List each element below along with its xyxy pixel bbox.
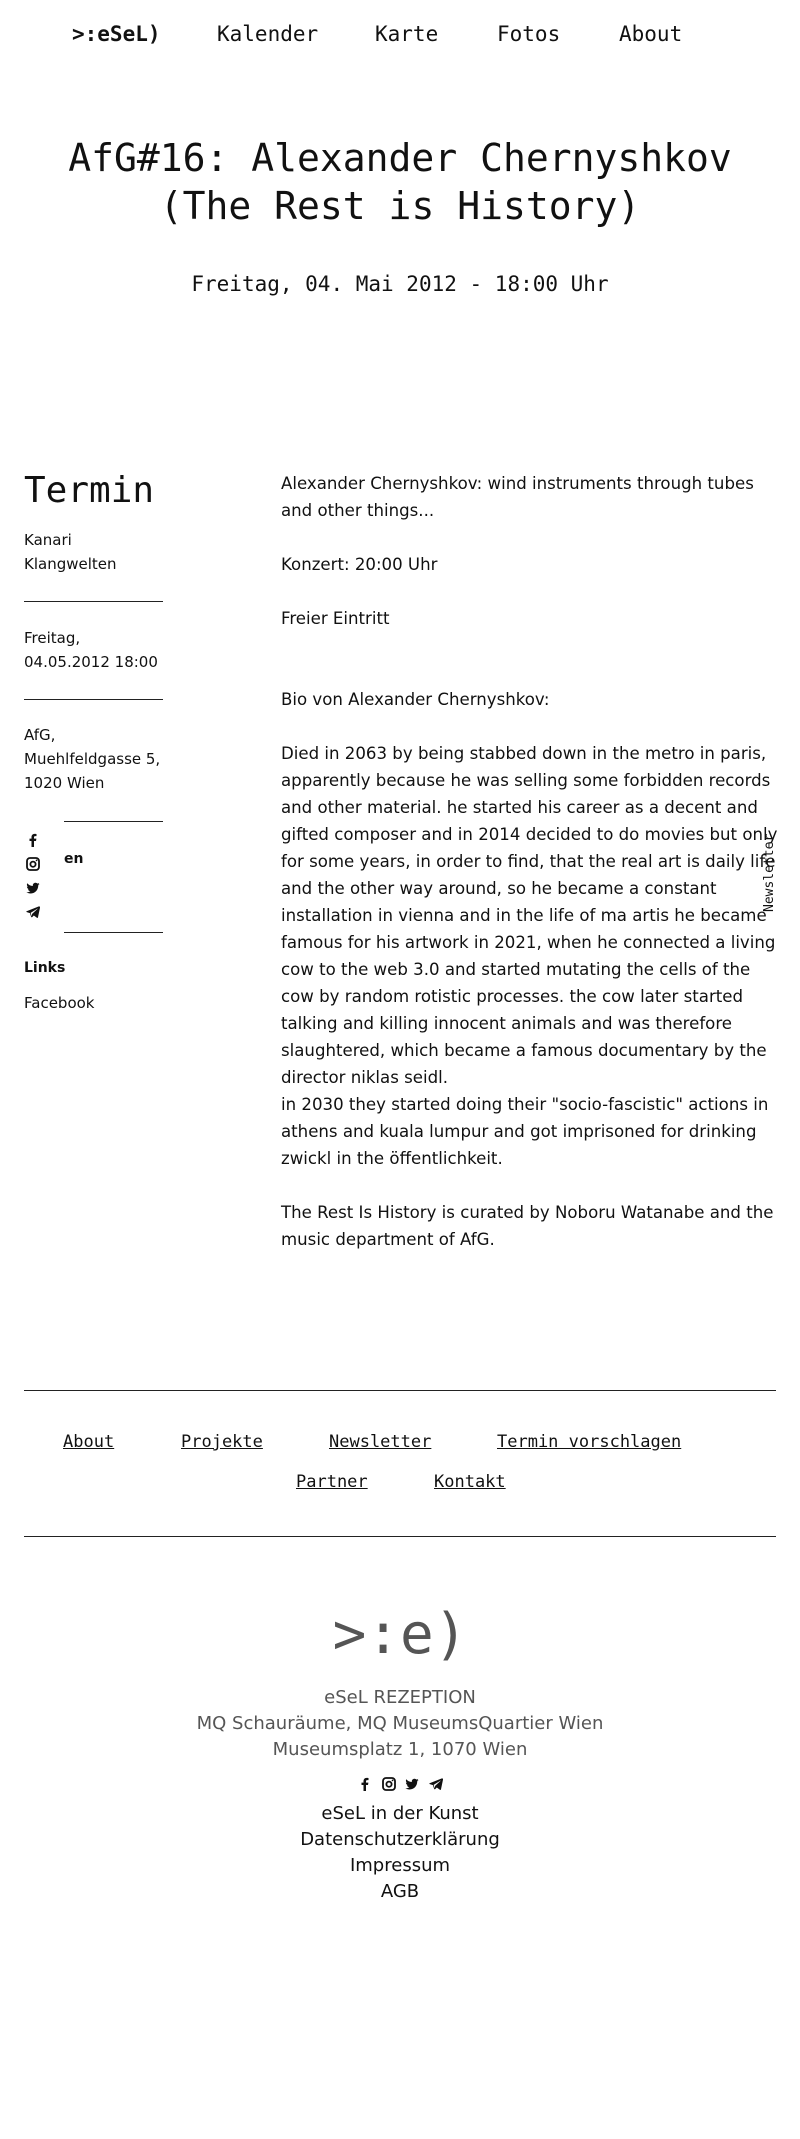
site-logo[interactable]: >:eSeL)	[72, 22, 161, 46]
instagram-icon[interactable]	[382, 1777, 396, 1791]
top-nav	[0, 22, 800, 54]
category-line: Klangwelten	[24, 555, 117, 573]
event-date-line: Freitag, 04. Mai 2012 - 18:00 Uhr	[191, 272, 609, 296]
bio-paragraph: in 2030 they started doing their "socio-fascistic" actions in athens and kuala lumpur and got imprisoned for drinking zwickl in the öffentlichkeit.	[281, 1095, 769, 1168]
footer-link-datenschutz[interactable]: Datenschutzerklärung	[300, 1829, 500, 1850]
twitter-icon[interactable]	[26, 881, 40, 895]
event-title: AfG#16: Alexander Chernyshkov (The Rest is History)	[68, 136, 732, 228]
footer-divider	[24, 1390, 776, 1391]
curator-text: The Rest Is History is curated by Noboru Watanabe and the music department of AfG.	[281, 1203, 774, 1249]
nav-item-fotos[interactable]: Fotos	[497, 22, 561, 46]
category-line: Kanari	[24, 531, 72, 549]
location-line: Muehlfeldgasse 5,	[24, 750, 161, 768]
footer-link-impressum[interactable]: Impressum	[349, 1855, 451, 1876]
footer-logo: >:e)	[332, 1602, 468, 1667]
footer-link-projekte[interactable]: Projekte	[181, 1432, 263, 1452]
divider	[64, 821, 163, 822]
divider	[24, 699, 163, 700]
nav-item-karte[interactable]: Karte	[375, 22, 439, 46]
instagram-icon[interactable]	[26, 857, 40, 871]
entry-info: Freier Eintritt	[281, 609, 390, 628]
bio-paragraph: Died in 2063 by being stabbed down in the metro in paris, apparently because he was selling some forbidden records and other material. he started his career as a decent and gifted composer and in 2014 decided to do movies but only for some years, in order to find, that the real art is daily life and the other way around, so he became a constant installation in vienna and in the life of ma artis he became famous for his artwork in 2021, when he connected a living cow to the web 3.0 and started mutating the cells of the cow by random rotistic processes. the cow later started talking and killing innocent animals and was therefore slaughtered, which became a famous documentary by the director niklas seidl.	[281, 744, 778, 1087]
telegram-icon[interactable]	[26, 905, 40, 919]
links-heading: Links	[24, 960, 66, 976]
divider	[64, 932, 163, 933]
date-line: Freitag,	[24, 629, 81, 647]
facebook-icon[interactable]	[26, 833, 40, 847]
sidebar-heading: Termin	[24, 470, 155, 511]
nav-item-about[interactable]: About	[619, 22, 683, 46]
footer-link-newsletter[interactable]: Newsletter	[329, 1432, 432, 1452]
language-switch[interactable]: en	[64, 851, 84, 867]
footer-link-about[interactable]: About	[63, 1432, 115, 1452]
footer-link-termin-vorschlagen[interactable]: Termin vorschlagen	[497, 1432, 682, 1452]
footer-link-esel-in-der-kunst[interactable]: eSeL in der Kunst	[321, 1803, 479, 1824]
nav-item-kalender[interactable]: Kalender	[217, 22, 319, 46]
address-line: eSeL REZEPTION	[324, 1687, 476, 1708]
address-line: Museumsplatz 1, 1070 Wien	[272, 1739, 528, 1760]
intro-text: Alexander Chernyshkov: wind instruments through tubes and other things...	[281, 474, 754, 520]
divider	[24, 601, 163, 602]
footer-link-agb[interactable]: AGB	[380, 1881, 420, 1902]
facebook-icon[interactable]	[358, 1777, 372, 1791]
address-line: MQ Schauräume, MQ MuseumsQuartier Wien	[196, 1713, 604, 1734]
footer-link-partner[interactable]: Partner	[296, 1472, 368, 1492]
footer-divider	[24, 1536, 776, 1537]
newsletter-tab[interactable]: Newsletter	[762, 833, 777, 912]
location-line: 1020 Wien	[24, 774, 105, 792]
event-location	[24, 723, 160, 795]
footer-link-kontakt[interactable]: Kontakt	[434, 1472, 506, 1492]
date-line: 04.05.2012 18:00	[24, 653, 158, 671]
twitter-icon[interactable]	[405, 1777, 419, 1791]
concert-time: Konzert: 20:00 Uhr	[281, 555, 438, 574]
telegram-icon[interactable]	[429, 1777, 443, 1791]
event-description	[281, 470, 781, 1253]
event-date	[24, 626, 158, 674]
bio-heading: Bio von Alexander Chernyshkov:	[281, 690, 550, 709]
facebook-link[interactable]: Facebook	[24, 994, 95, 1012]
location-line: AfG,	[24, 726, 56, 744]
event-category	[24, 528, 117, 576]
